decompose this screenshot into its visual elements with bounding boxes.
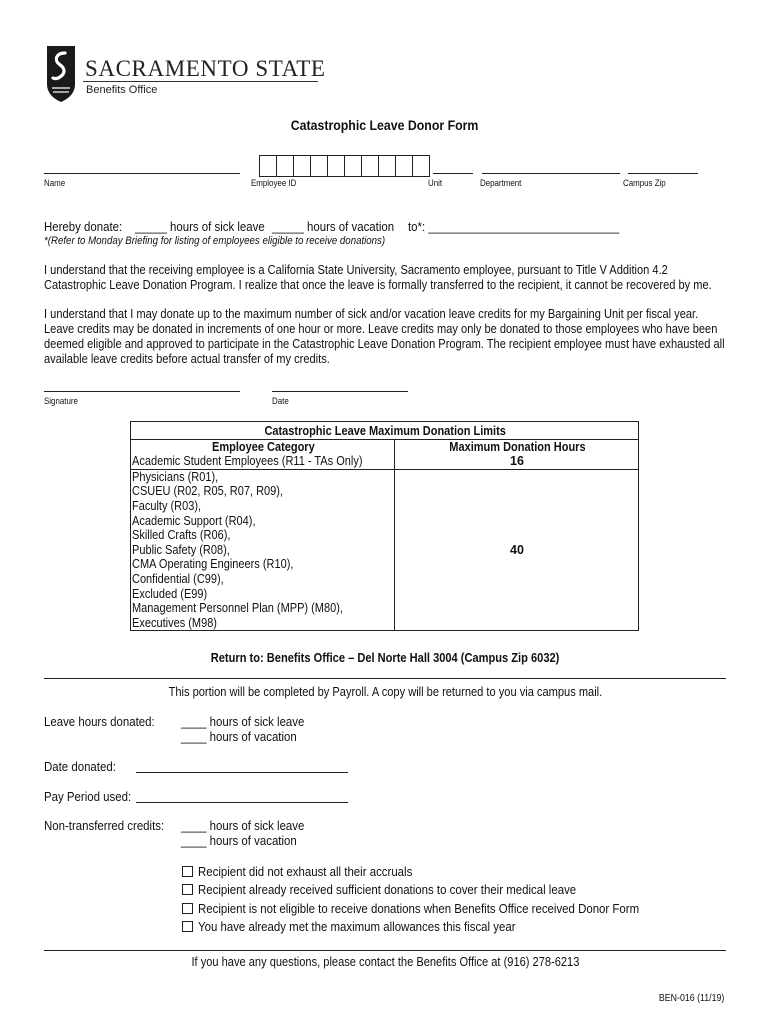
non-transferred-label: Non-transferred credits: [44,818,165,833]
checkbox-icon[interactable] [182,884,193,895]
logo-title: SACRAMENTO STATE [85,56,326,81]
table-caption: Catastrophic Leave Maximum Donation Limits [131,422,639,440]
employee-id-digit-box[interactable] [259,155,277,177]
date-donated-label: Date donated: [44,759,116,774]
signature-date-input[interactable] [272,391,408,392]
pay-period-input[interactable] [136,802,348,803]
sick-hours-input[interactable]: _____ hours of sick leave [135,219,265,234]
non-transferred-sick-input[interactable]: ____ hours of sick leave [181,818,305,833]
category-line: Skilled Crafts (R06), [132,528,231,543]
employee-id-label: Employee ID [251,178,297,188]
logo-divider [83,81,318,82]
hours-cell: 40 [394,469,638,631]
contact-note: If you have any questions, please contact the Benefits Office at (916) 278-6213 [191,955,579,969]
checkbox-not-eligible[interactable]: Recipient is not eligible to receive donations when Benefits Office received Donor Form [182,901,699,916]
checkbox-icon[interactable] [182,903,193,914]
category-list-cell [131,469,395,631]
date-donated-input[interactable] [136,772,348,773]
vacation-hours-input[interactable]: _____ hours of vacation [272,219,395,234]
employee-id-digit-box[interactable] [345,155,362,177]
table-row [131,469,639,631]
pay-period-label: Pay Period used: [44,789,132,804]
section-divider [44,678,726,679]
payroll-intro: This portion will be completed by Payroll. A copy will be returned to you via campus mail. [168,685,602,699]
leave-donated-label: Leave hours donated: [44,714,155,729]
donated-sick-hours-input[interactable]: ____ hours of sick leave [181,714,305,729]
eligibility-note: *(Refer to Monday Briefing for listing of employees eligible to receive donations) [44,235,386,247]
category-line: Management Personnel Plan (MPP) (M80), [132,601,343,616]
category-line: CSUEU (R02, R05, R07, R09), [132,484,284,499]
return-address: Return to: Benefits Office – Del Norte Hall 3004 (Campus Zip 6032) [210,651,560,665]
table-row [131,454,639,469]
employee-id-digit-box[interactable] [294,155,311,177]
unit-input[interactable] [433,173,473,174]
non-transferred-vacation-input[interactable]: ____ hours of vacation [181,833,297,848]
category-line: Academic Support (R04), [132,513,256,528]
category-line: CMA Operating Engineers (R10), [132,557,294,572]
department-input[interactable] [482,173,620,174]
employee-id-digit-box[interactable] [277,155,294,177]
column-header-hours: Maximum Donation Hours [394,439,638,454]
department-label: Department [480,178,522,188]
category-line: Public Safety (R08), [132,542,230,557]
employee-id-digit-box[interactable] [328,155,345,177]
checkbox-icon[interactable] [182,866,193,877]
unit-label: Unit [428,178,443,188]
donation-limits-table [130,421,639,631]
understanding-paragraph-1: I understand that the receiving employee is a California State University, Sacramento employee, pursuant to Title V Addition 4.2 Catastrophic Leave Donation Program. I realize that once the leave is formally transferred to the recipient, it cannot be recovered by me. [44,263,712,292]
column-header-category: Employee Category [131,439,395,454]
employee-id-boxes[interactable] [259,155,430,177]
employee-id-digit-box[interactable] [362,155,379,177]
signature-input[interactable] [44,391,240,392]
campus-zip-label: Campus Zip [623,178,666,188]
category-line: Physicians (R01), [132,469,219,484]
understanding-paragraph-2: I understand that I may donate up to the maximum number of sick and/or vacation leave credits for my Bargaining Unit per fiscal year. Leave credits may be donated in increments of one hour or more. Leave credits may only be donated to those employees who have been deemed eligible and approved to participate in the Catastrophic Leave Donation Program. The recipient employee must have exhausted all available leave credits before actual transfer of my credits. [44,307,725,366]
signature-date-label: Date [272,396,289,406]
employee-id-digit-box[interactable] [396,155,413,177]
checkbox-max-allowance[interactable]: You have already met the maximum allowances this fiscal year [182,919,559,934]
employee-id-digit-box[interactable] [413,155,430,177]
hereby-donate-label: Hereby donate: [44,219,123,234]
form-code: BEN-016 (11/19) [658,993,724,1004]
recipient-input[interactable]: to*: ______________________________ [408,219,620,234]
form-title: Catastrophic Leave Donor Form [291,117,479,133]
category-line: Executives (M98) [132,615,217,630]
category-line: Faculty (R03), [132,498,202,513]
donated-vacation-hours-input[interactable]: ____ hours of vacation [181,729,297,744]
category-cell: Academic Student Employees (R11 - TAs Only) [131,454,395,469]
name-label: Name [44,178,66,188]
category-line: Excluded (E99) [132,586,208,601]
category-line: Confidential (C99), [132,571,224,586]
hours-cell: 16 [394,454,638,469]
employee-id-digit-box[interactable] [379,155,396,177]
campus-zip-input[interactable] [628,173,698,174]
employee-id-digit-box[interactable] [311,155,328,177]
checkbox-sufficient-donations[interactable]: Recipient already received sufficient donations to cover their medical leave [182,882,628,897]
name-input[interactable] [44,173,240,174]
logo-subtitle: Benefits Office [86,84,158,96]
footer-divider [44,950,726,951]
checkbox-no-exhaust[interactable]: Recipient did not exhaust all their accruals [182,864,442,879]
checkbox-icon[interactable] [182,921,193,932]
signature-label: Signature [44,396,78,406]
university-logo-mark [44,44,78,104]
